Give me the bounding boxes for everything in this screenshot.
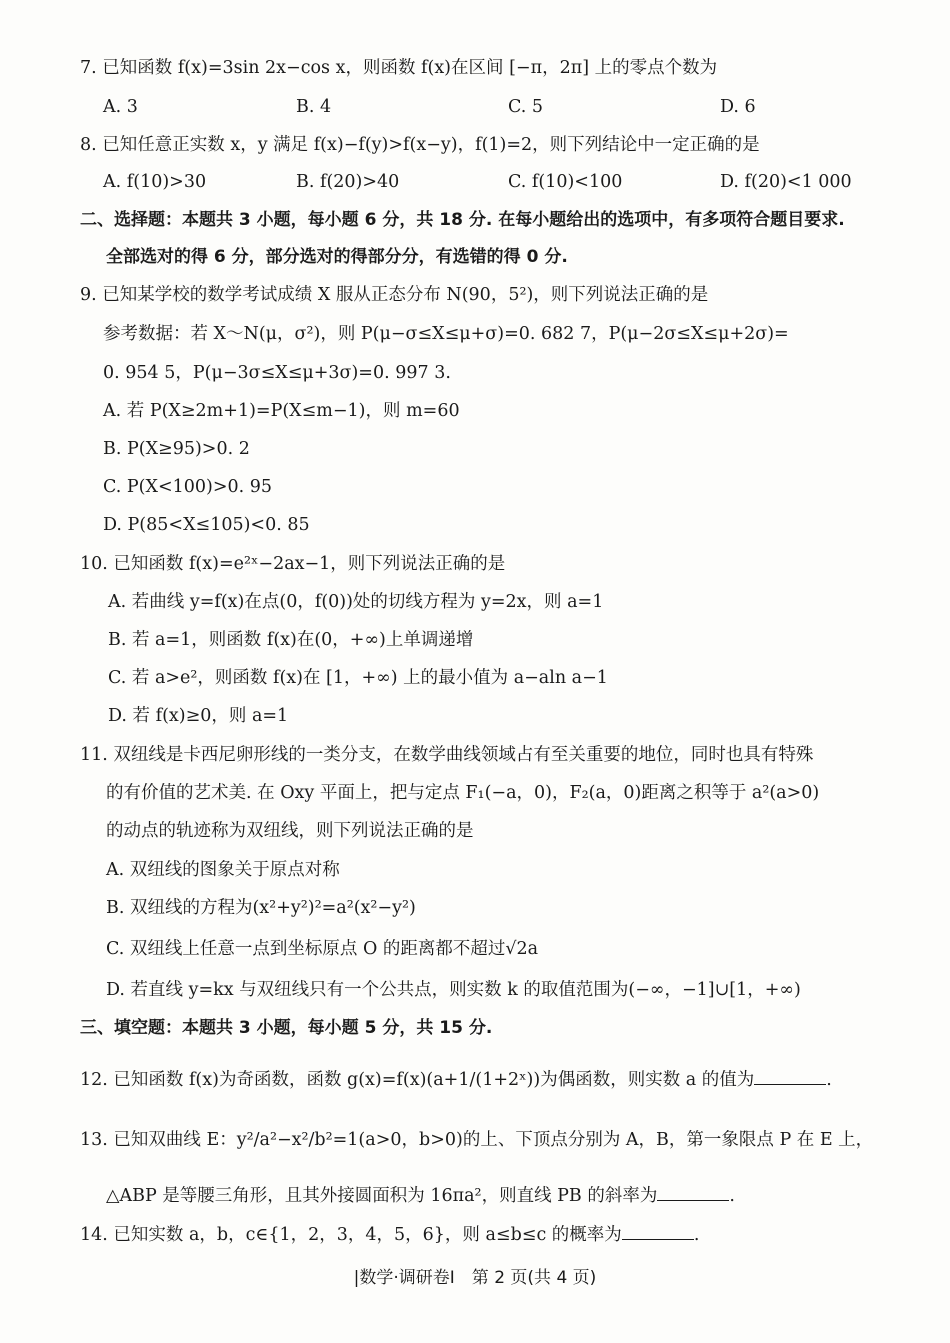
q8-option-a: A. f(10)>30 <box>103 172 207 192</box>
q9-reference-line1: 参考数据：若 X～N(μ，σ²)，则 P(μ−σ≤X≤μ+σ)=0. 682 7，P(μ−2σ≤X≤μ+2σ)= <box>103 324 789 344</box>
q11-stem-line1: 11. 双纽线是卡西尼卵形线的一类分支，在数学曲线领域占有至关重要的地位，同时也具有特殊 <box>80 745 814 765</box>
section3-heading: 三、填空题：本题共 3 小题，每小题 5 分，共 15 分. <box>80 1018 493 1038</box>
q14-stem <box>80 1221 699 1247</box>
page-footer: |数学·调研卷Ⅰ 第 2 页(共 4 页) <box>353 1268 597 1288</box>
q14-stem-text: 14. 已知实数 a，b，c∈{1，2，3，4，5，6}，则 a≤b≤c 的概率为 <box>80 1225 622 1245</box>
q12-end: . <box>826 1070 832 1090</box>
q14-end: . <box>693 1225 700 1245</box>
q7-option-b: B. 4 <box>296 97 332 117</box>
q11-option-a: A. 双纽线的图象关于原点对称 <box>106 860 340 880</box>
q13-stem-line2 <box>106 1182 735 1208</box>
q13-end: . <box>729 1186 735 1206</box>
section2-instructions: 全部选对的得 6 分，部分选对的得部分分，有选错的得 0 分. <box>106 247 568 267</box>
q13-answer-blank <box>657 1182 729 1201</box>
q9-stem: 9. 已知某学校的数学考试成绩 X 服从正态分布 N(90，5²)，则下列说法正确的是 <box>80 285 709 305</box>
q9-reference-line2: 0. 954 5，P(μ−3σ≤X≤μ+3σ)=0. 997 3. <box>103 363 451 383</box>
q12-stem <box>80 1066 832 1092</box>
q11-stem-line2: 的有价值的艺术美. 在 Oxy 平面上，把与定点 F₁(−a，0)，F₂(a，0)距离之积等于 a²(a>0) <box>106 783 820 803</box>
q10-option-a: A. 若曲线 y=f(x)在点(0，f(0))处的切线方程为 y=2x，则 a=1 <box>108 592 604 612</box>
q7-option-d: D. 6 <box>720 97 756 117</box>
q13-stem-text: △ABP 是等腰三角形，且其外接圆面积为 16πa²，则直线 PB 的斜率为 <box>106 1186 658 1206</box>
q12-stem-text: 12. 已知函数 f(x)为奇函数，函数 g(x)=f(x)(a+1/(1+2ˣ))为偶函数，则实数 a 的值为 <box>80 1070 755 1090</box>
q8-option-c: C. f(10)<100 <box>508 172 623 192</box>
q10-stem: 10. 已知函数 f(x)=e²ˣ−2ax−1，则下列说法正确的是 <box>80 554 506 574</box>
q9-option-c: C. P(X<100)>0. 95 <box>103 477 273 497</box>
q11-stem-line3: 的动点的轨迹称为双纽线，则下列说法正确的是 <box>106 821 474 841</box>
q9-option-a: A. 若 P(X≥2m+1)=P(X≤m−1)，则 m=60 <box>103 401 460 421</box>
q10-option-b: B. 若 a=1，则函数 f(x)在(0，+∞)上单调递增 <box>108 630 474 650</box>
q11-option-d: D. 若直线 y=kx 与双纽线只有一个公共点，则实数 k 的取值范围为(−∞，−1]∪[1，+∞) <box>106 980 801 1000</box>
q10-option-d: D. 若 f(x)≥0，则 a=1 <box>108 706 289 726</box>
q10-option-c: C. 若 a>e²，则函数 f(x)在 [1，+∞) 上的最小值为 a−aln a−1 <box>108 668 608 688</box>
q11-option-b: B. 双纽线的方程为(x²+y²)²=a²(x²−y²) <box>106 898 416 918</box>
q9-option-b: B. P(X≥95)>0. 2 <box>103 439 250 459</box>
q8-stem: 8. 已知任意正实数 x，y 满足 f(x)−f(y)>f(x−y)，f(1)=2，则下列结论中一定正确的是 <box>80 135 760 155</box>
q7-option-a: A. 3 <box>103 97 138 117</box>
q9-option-d: D. P(85<X≤105)<0. 85 <box>103 515 310 535</box>
q8-option-b: B. f(20)>40 <box>296 172 400 192</box>
q7-option-c: C. 5 <box>508 97 544 117</box>
q7-stem: 7. 已知函数 f(x)=3sin 2x−cos x，则函数 f(x)在区间 [−π，2π] 上的零点个数为 <box>80 58 718 78</box>
q8-option-d: D. f(20)<1 000 <box>720 172 852 192</box>
q13-stem-line1: 13. 已知双曲线 E：y²/a²−x²/b²=1(a>0，b>0)的上、下顶点分别为 A，B，第一象限点 P 在 E 上， <box>80 1130 874 1150</box>
q11-option-c: C. 双纽线上任意一点到坐标原点 O 的距离都不超过√2a <box>106 939 539 959</box>
q12-answer-blank <box>754 1066 826 1085</box>
q14-answer-blank <box>622 1221 694 1240</box>
section2-heading: 二、选择题：本题共 3 小题，每小题 6 分，共 18 分. 在每小题给出的选项中，有多项符合题目要求. <box>80 210 845 230</box>
